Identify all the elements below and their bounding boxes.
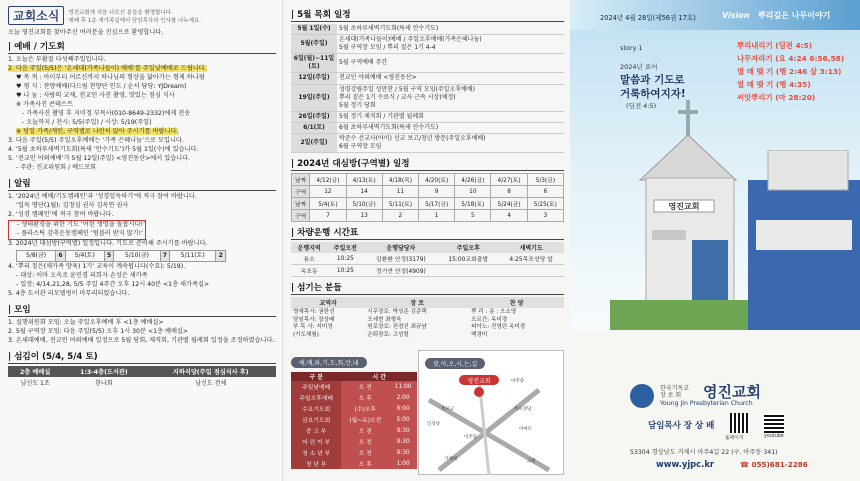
side-building-banner: [756, 220, 852, 250]
notice-item: 1. ‘2024년 예배/기도캠페인’과 ‘성경일독하기’에 적극 참여 바랍니다.: [8, 192, 197, 200]
church-website[interactable]: www.yjpc.kr: [656, 459, 715, 469]
servers-cell-elders: [365, 308, 469, 340]
schedule-heading: | 5월 목회 일정: [291, 8, 564, 22]
denomination-line: 장 로 회: [660, 392, 682, 400]
schedule-date: 6일(월)~11일(토): [291, 54, 337, 73]
visit-cell: 4: [491, 210, 527, 222]
reg-count: 5: [104, 250, 114, 262]
car-cell: [498, 265, 564, 277]
news-title: 교회소식: [8, 6, 64, 25]
servers-line: 원로장로: 전경진 최규남: [367, 324, 427, 331]
servers-cell-staff: [291, 308, 365, 340]
worship-item-highlight: ※ 당일 가족/개인, 구역별로 나란히 앉아 주시기를 바랍니다.: [16, 127, 179, 135]
worship-time-ampm: (월~토)오전: [341, 414, 389, 425]
meeting-heading: | 모임: [8, 303, 276, 317]
notice-item: - 플라스틱 감축운동캠페인 ‘텀블러 받지 않기!’: [17, 229, 144, 237]
cover-panel: [570, 0, 860, 481]
schedule-desc: 박준수 선교사(아이) 선교 보고/청년 방문(주일오후예배) 6월 구역장 모임: [337, 134, 564, 153]
servers-line: 오르간: 옥미경: [471, 316, 508, 323]
car-cell: 15:00교회출발: [438, 253, 498, 265]
visit-label: 구역: [292, 186, 310, 198]
church-marker-icon: [474, 387, 484, 397]
news-subtitle-2: 예배 후 1층 새가족실에서 담임목사와 인사를 나누세요.: [68, 17, 202, 24]
worship-item: 3. 다음 주일(5/5) 주일오후예배는 ‘가족 은혜나눔’으로 모입니다.: [8, 136, 184, 144]
visit-cell: 2: [382, 210, 418, 222]
vision-item: 열 매 맺 기 (행 4:35): [737, 79, 811, 89]
pastor-name: 담임목사 장 상 배: [648, 421, 715, 431]
visit-cell: 10: [455, 186, 491, 198]
worship-item: - 오늘까지 / 전시: 5/5(주일) / 시상: 5/19(주일): [22, 118, 152, 126]
reg-date: 5/11(토): [170, 250, 216, 262]
car-cell: 10:25: [327, 265, 363, 277]
notice-item: 5. 4층 도서관 리모델링이 마무리되었습니다.: [8, 290, 130, 298]
car-table: [291, 242, 564, 277]
vision-title: 뿌리깊은 나무이야기: [758, 11, 831, 20]
visit-cell: 4/18(목): [382, 174, 418, 186]
worship-list: [8, 56, 276, 173]
worship-item: ♥ 목 적 : 아이부터 어르신까지 하나님의 형상을 닮아가는 형제 하나됨: [16, 73, 205, 81]
worship-time-name: 청 소 년 부: [291, 447, 341, 458]
meeting-item: 1. 실행위원회 모임: 오늘 주일오후예배 후 <1층 예배실>: [8, 319, 164, 327]
reg-date: 5/8(금): [17, 250, 56, 262]
map-svg: [419, 370, 563, 478]
notice-item: - 일정: 4/14,21,28, 5/5 주일 4주간 오후 12시 40분 <1층 새가족실>: [16, 281, 210, 289]
reg-date: 5/4(토): [65, 250, 104, 262]
vision-item: 뿌리내리기 (딤전 4:5): [737, 41, 813, 50]
map-tab: 찾,아,오,시,는,길: [425, 358, 485, 369]
servers-col: 교역자: [291, 297, 365, 308]
service-col: 1:3-4층(도서관): [62, 366, 145, 377]
visit-cell: 11: [382, 186, 418, 198]
visit-cell: 4/13(토): [346, 174, 382, 186]
worship-time-ampm: 오 후: [341, 392, 389, 403]
notice-campaign-box: [8, 220, 146, 240]
vision-label: Vision: [722, 11, 750, 20]
worship-item: 4. ‘5월 초하루새벽기도회(특새 ‘안수기도’)가 5월 1일(수)에 있습니다.: [8, 145, 199, 153]
visit-cell: 14: [346, 186, 382, 198]
church-name: 영진교회: [703, 383, 761, 401]
worship-item-highlight: 2. 다음 주일(5/5)은 ‘온세대(가족나들이) 예배’를 주일낮예배로 드립니다.: [8, 64, 207, 72]
visit-cell: 5/11(토): [382, 198, 418, 210]
worship-times-tab: 예,배,와,기,도,회,안,내: [291, 357, 367, 368]
worship-time-ampm: 오 전: [341, 425, 389, 436]
worship-time-value: 11:00: [389, 381, 417, 392]
worship-item: 1. 오늘은 부활절 다섯째주일입니다.: [8, 56, 106, 63]
news-subtitle-1: 영진교회에 처음 나오신 분들을 환영합니다.: [68, 9, 173, 16]
reg-count: 7: [160, 250, 170, 262]
youtube-qr-icon[interactable]: [764, 413, 784, 433]
visit-label: 날짜: [292, 198, 310, 210]
car-col: 운행지역: [291, 242, 327, 253]
visit-table: [291, 173, 564, 222]
visit-cell: 12: [310, 186, 346, 198]
service-table: [8, 366, 276, 388]
servers-heading: | 섬기는 분들: [291, 281, 564, 295]
schedule-desc: 성령강림주일 성만찬 / 5월 구역 모임(주일오후예배) 뿌리 짙은 1기 수료식 / 교사 근속 시상(예정) 5월 정기 당회: [337, 84, 564, 111]
worship-time-name: 중 고 부: [291, 425, 341, 436]
side-building-glass: [748, 180, 860, 330]
visit-cell: 7: [310, 210, 346, 222]
worship-time-name: 어 린 이 부: [291, 436, 341, 447]
vision-item: 나무자라기 (요 4:24 6:56,58): [737, 53, 845, 63]
schedule-desc: 5월 구역예배 주간: [337, 54, 564, 73]
visit-cell: 9: [419, 186, 455, 198]
worship-time-value: 9:30: [389, 436, 417, 447]
worship-time-ampm: 오 전: [341, 381, 389, 392]
cross-vertical: [686, 100, 690, 140]
worship-times-col: 구 분: [291, 372, 341, 381]
servers-line: 오세현 최형욱: [367, 316, 402, 323]
visit-label: 구역: [292, 210, 310, 222]
car-cell: 용소: [291, 253, 327, 265]
notice-item: - 대상: 이마 오옥조 윤민경 피희자 손성은 새가족: [16, 272, 148, 280]
schedule-desc: 5월 초하루새벽기도회(특새 안수기도): [337, 24, 564, 35]
notice-item: 2. ‘성경 캠페인’에 적극 참여 바랍니다.: [8, 210, 114, 218]
visit-heading: | 2024년 대심방(구역별) 일정: [291, 157, 564, 171]
map-label: 옥포성당: [514, 407, 532, 412]
visit-cell: 6: [527, 186, 563, 198]
news-header: [8, 6, 276, 25]
map-label: 인성당: [427, 422, 441, 427]
worship-item: - 가족사진 촬영 후 지미정 부목사(010-8649-2332)에게 전송: [22, 109, 191, 117]
denomination: [660, 385, 689, 399]
notice-item: ‘일독 명단(1월): 김정심 권사 김옥연 권사: [16, 201, 129, 209]
reg-count: 6: [56, 250, 66, 262]
worship-item: ※ 가족사진 콘테스트: [16, 100, 73, 108]
worship-time-ampm: 오 후: [341, 458, 389, 469]
visit-cell: 1: [419, 210, 455, 222]
visit-cell: 5/10(금): [346, 198, 382, 210]
church-phone: ☎ 055)681-2286: [740, 460, 808, 469]
visit-cell: 13: [346, 210, 382, 222]
worship-item: - 주관: 진교위원회 / 베드로회: [16, 163, 97, 171]
meeting-item: 2. 5월 구역장 모임: 다음 주일(5/5) 오후 1시 30분 <1층 예배실>: [8, 328, 189, 336]
map-box: [418, 350, 564, 475]
schedule-date: 26일(주일): [291, 111, 337, 122]
service-col: 지하식당(주일 점심식사 후): [146, 366, 277, 377]
visit-cell: 8: [491, 186, 527, 198]
church-sign-text: 영진교회: [668, 202, 700, 211]
worship-times-box: [291, 350, 417, 469]
motto-ref: (딤전 4:5): [626, 102, 657, 110]
cover-date: 2024년 4월 28일(제56권 17호): [600, 14, 696, 22]
qr-homepage-label: 홈페이지: [725, 436, 744, 441]
schedule-date: 5월(주일): [291, 35, 337, 54]
notice-item: 3. 2024년 대심방(구역별) 일정입니다. 기도로 준비해 주시기를 바랍니다.: [8, 239, 208, 247]
visit-cell: 5/17(금): [419, 198, 455, 210]
worship-times-col: 시 간: [341, 372, 417, 381]
worship-time-value: 9:30: [389, 447, 417, 458]
worship-time-value: 9:30: [389, 425, 417, 436]
worship-item: ♥ 나 눔 : 사랑의 교제, 전교인 사진 촬영, 맛있는 점심 식사: [16, 91, 175, 99]
map-label: 아주중: [511, 379, 525, 384]
service-cell: 남신도 전체: [195, 380, 227, 388]
left-panel: [0, 0, 282, 481]
worship-time-name: 금요기도회: [291, 414, 341, 425]
schedule-date: 19일(주일): [291, 84, 337, 111]
visit-cell: 4/27(토): [491, 174, 527, 186]
cross-horizontal: [678, 110, 698, 114]
map-label: 옥포고: [441, 407, 455, 412]
church-building-illustration: [610, 100, 760, 330]
visit-cell: 4/12(금): [310, 174, 346, 186]
worship-time-value: 2:00: [389, 392, 417, 403]
story-label: story 1: [620, 44, 643, 52]
homepage-qr-icon[interactable]: [730, 413, 750, 433]
worship-time-value: 8:00: [389, 403, 417, 414]
service-cell: 남신도 1조: [20, 380, 50, 388]
map-label: 이주동: [464, 435, 478, 440]
worship-time-name: 청 년 부: [291, 458, 341, 469]
worship-item: 5. ‘전교인 야외예배’가 5월 12일(주일) <영진동산>에서 있습니다.: [8, 154, 191, 162]
schedule-date: 6/1(토): [291, 122, 337, 133]
denomination-line: 한국기독교: [660, 385, 689, 392]
map-church-label: 영진교회: [467, 378, 491, 385]
motto-year: 2024년 표어: [620, 63, 658, 71]
schedule-desc: 6월 초하루새벽기도회(특새 안수기도): [337, 122, 564, 133]
schedule-desc: 온세대(가족나들이)예배 / 주일오후예배(가족은혜나눔) 5월 구역장 모임 / 뿌리 짙은 1기 4-4: [337, 35, 564, 54]
servers-line: 부 목 사: 지미정: [293, 324, 333, 331]
church-english-name: Young Jin Presbyterian Church: [660, 400, 753, 407]
worship-time-value: 5:00: [389, 414, 417, 425]
service-col: 2층 예배실: [8, 366, 62, 377]
visit-cell: 5/18(토): [455, 198, 491, 210]
visit-label: 날짜: [292, 174, 310, 186]
worship-item: ♥ 형 식 : 찬양예배(다드림 찬양단 인도 / 순서 담당: YJDream): [16, 82, 187, 90]
church-roof: [640, 135, 736, 180]
servers-line: 시무장로: 박성준 김준택: [367, 309, 427, 316]
servers-table: [291, 297, 564, 340]
car-heading: | 차량운행 시간표: [291, 226, 564, 240]
side-building-top: [768, 150, 848, 190]
car-cell: 정기연 안정(4909): [364, 265, 439, 277]
trees: [610, 300, 760, 330]
servers-col: 찬 양: [469, 297, 564, 308]
car-col: 주일오후: [438, 242, 498, 253]
worship-time-ampm: 오 전: [341, 447, 389, 458]
worship-time-name: 수요기도회: [291, 403, 341, 414]
visit-cell: 3: [527, 210, 563, 222]
motto-line-1: 말씀과 기도로: [620, 74, 685, 86]
meeting-item: 3. 온세대예배, 전교인 야외예배 일정으로 5월 당회, 제직회, 기관별 월례회 일정을 조정하였습니다.: [8, 337, 275, 345]
worship-time-value: 1:00: [389, 458, 417, 469]
servers-line: 피아노: 진영린 옥미경: [471, 324, 526, 331]
servers-line: 담임목사: 장상배: [293, 316, 335, 323]
vision-item: 열 매 맺 기 (행 2:46 살 3:13): [737, 66, 842, 76]
visit-cell: 5/3(금): [527, 174, 563, 186]
worship-time-name: 주일낮예배: [291, 381, 341, 392]
worship-time-name: 주일오후예배: [291, 392, 341, 403]
notice-list: [8, 193, 276, 300]
servers-line: (기도체험): [293, 331, 319, 338]
schedule-table: [291, 24, 564, 153]
motto-line-2: 거룩하여지자!: [620, 88, 686, 100]
visit-mini-table: [16, 250, 226, 263]
car-col: 새벽기도: [498, 242, 564, 253]
vision-list: [737, 40, 844, 105]
map-label: 고현: [527, 459, 536, 464]
church-balcony: [652, 230, 686, 240]
servers-line: 은퇴장로: 고성렬: [367, 331, 409, 338]
worship-item: [8, 65, 276, 74]
car-col: 주일오전: [327, 242, 363, 253]
worship-time-ampm: (수)오후: [341, 403, 389, 414]
servers-line: 뿌 리 : 송 : 오소영: [471, 309, 517, 316]
servers-line: 백경미: [471, 331, 488, 338]
visit-cell: 5: [455, 210, 491, 222]
car-cell: 김환환 안정(3179): [364, 253, 439, 265]
visit-cell: 5/25(토): [527, 198, 563, 210]
servers-cell-praise: [469, 308, 564, 340]
reg-count: 2: [216, 250, 226, 262]
car-cell: 10:25: [327, 253, 363, 265]
news-intro: 오늘 영진교회를 찾아주신 여러분을 진심으로 환영합니다.: [8, 29, 164, 36]
map-label: 이마트: [519, 427, 533, 432]
church-address: 53304 경상남도 거제시 아주4길 22 (구. 아주동 341): [630, 449, 778, 456]
servers-line: 명예목사: 권한선: [293, 309, 335, 316]
notice-heading: | 알림: [8, 177, 276, 191]
visit-cell: 5/4(토): [310, 198, 346, 210]
church-logo-icon: [630, 384, 654, 408]
reg-date: 5/10(금): [114, 250, 160, 262]
schedule-desc: 5월 정기 제직회 / 기관별 월례회: [337, 111, 564, 122]
notice-item: - 생태환경을 위한 기도 ‘어린 생명을 돌봅시다!’: [17, 220, 146, 228]
visit-cell: 4/20(토): [419, 174, 455, 186]
worship-heading: | 예배 / 기도회: [8, 40, 276, 54]
schedule-date: 12일(주일): [291, 73, 337, 84]
car-cell: 4:25목포성당 앞: [498, 253, 564, 265]
worship-time-ampm: 오 전: [341, 436, 389, 447]
visit-cell: 5/24(금): [491, 198, 527, 210]
servers-col: 장 로: [365, 297, 469, 308]
service-heading: | 섬김이 (5/4, 5/4 토): [8, 350, 276, 364]
vision-item: 씨앗뿌리기 (마 28:20): [737, 92, 816, 102]
worship-times-table: [291, 372, 417, 469]
visit-cell: 4/26(금): [455, 174, 491, 186]
car-cell: 옥포동: [291, 265, 327, 277]
meeting-list: [8, 319, 276, 346]
qr-youtube-label: youtube: [764, 434, 784, 439]
map-label: 거제대: [444, 457, 458, 462]
worship-item: [8, 128, 276, 137]
car-col: 운행담당자: [364, 242, 439, 253]
schedule-date: 2일(주일): [291, 134, 337, 153]
service-cell: 한나회: [95, 380, 113, 388]
side-building-illustration: [748, 150, 860, 330]
notice-item: 4. ‘뿌리 짙은(새가족 양육) 1기’ 교육이 계속됩니다(수요): 5/19).: [8, 263, 186, 271]
car-cell: [438, 265, 498, 277]
schedule-date: 5월 1일(수): [291, 24, 337, 35]
schedule-desc: 전교인 야외예배 <영진동산>: [337, 73, 564, 84]
